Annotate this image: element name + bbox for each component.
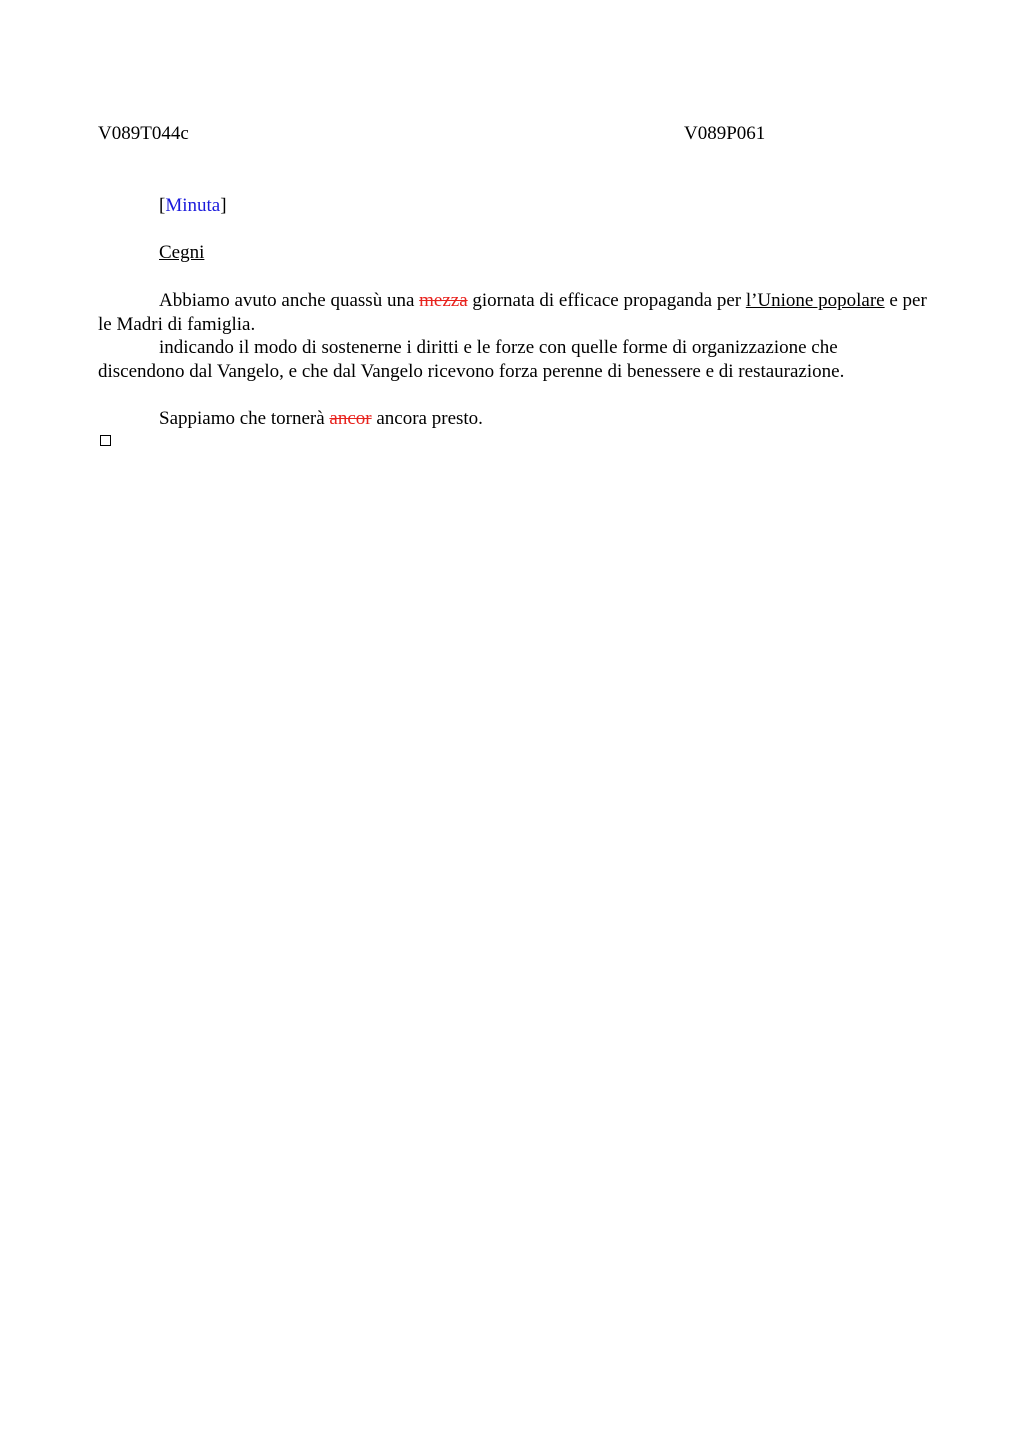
deleted-word: ancor bbox=[329, 408, 372, 429]
letter-body bbox=[98, 289, 928, 431]
minuta-close-bracket: ] bbox=[220, 195, 227, 216]
minuta-label bbox=[98, 194, 989, 218]
paragraph-1-text-c: e per le Madri di famiglia. bbox=[98, 290, 927, 335]
deleted-word: mezza bbox=[419, 290, 468, 311]
underlined-organization: l’Unione popolare bbox=[745, 290, 885, 311]
place-heading bbox=[98, 241, 989, 265]
minuta-open-bracket: [ bbox=[159, 195, 166, 216]
document-code-right: V089P061 bbox=[684, 123, 766, 144]
checkbox-icon bbox=[100, 435, 111, 446]
place-name: Cegni bbox=[159, 242, 205, 263]
document-code-left: V089T044c bbox=[98, 123, 189, 144]
paragraph-1-text-a: Abbiamo avuto anche quassù una bbox=[159, 290, 420, 311]
minuta-word: Minuta bbox=[165, 195, 221, 216]
paragraph-2: indicando il modo di sostenerne i diritti e le forze con quelle forme di organizzazione che discendono dal Vangelo, e che dal Vangelo ricevono forza perenne di benessere e di restaurazione. bbox=[98, 337, 845, 382]
paragraph-3-text-b: ancora presto. bbox=[371, 408, 483, 429]
paragraph-1 bbox=[98, 289, 928, 336]
paragraph-3 bbox=[98, 407, 928, 431]
paragraph-1-text-b: giornata di efficace propaganda per bbox=[467, 290, 746, 311]
paragraph-3-text-a: Sappiamo che tornerà bbox=[159, 408, 330, 429]
